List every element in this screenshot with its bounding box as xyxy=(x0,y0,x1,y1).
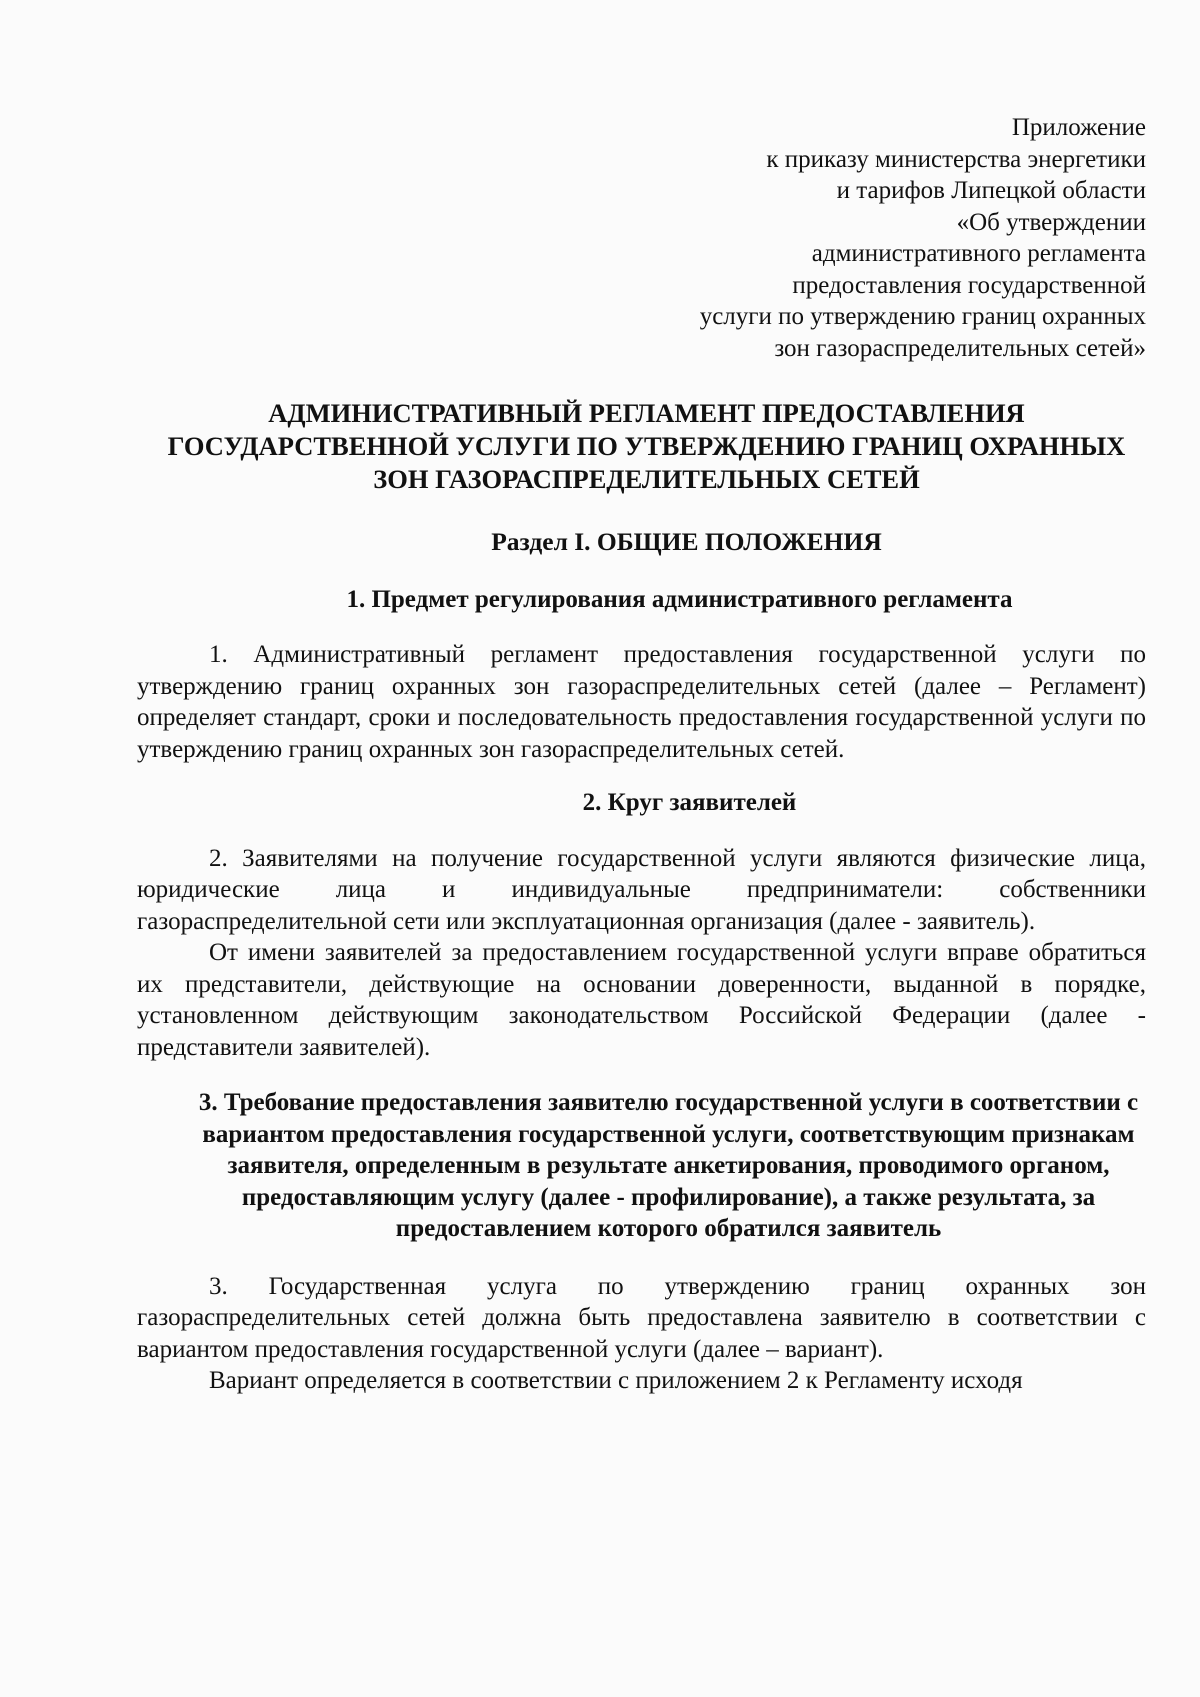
appendix-line: административного регламента xyxy=(811,240,1146,267)
appendix-line: «Об утверждении xyxy=(956,208,1146,236)
paragraph-3-1: 3. Государственная услуга по утверждению границ охранных зон газораспределительных сетей должна быть предоставлена заявителю в соответствии с вариантом предоставления государственной услуги (далее – вариант). xyxy=(137,1272,1146,1363)
appendix-block xyxy=(137,112,1146,364)
paragraph-3-2: Вариант определяется в соответствии с приложением 2 к Регламенту исходя xyxy=(209,1367,1023,1394)
appendix-line: и тарифов Липецкой области xyxy=(836,177,1146,204)
paragraph-1-1: 1. Административный регламент предоставления государственной услуги по утверждению границ охранных зон газораспределительных сетей (далее – Регламент) определяет стандарт, сроки и последовательность предоставления государственной услуги по утверждению границ охранных зон газораспределительных сетей. xyxy=(137,641,1146,763)
subsection-heading-3: 3. Требование предоставления заявителю государственной услуги в соответствии с вариантом предоставления государственной услуги, соответствующим признакам заявителя, определенным в результате анкетирования, проводимого органом, предоставляющим услугу (далее - профилирование), а также результата, за предоставлением которого обратился заявитель xyxy=(198,1089,1139,1242)
subsection-heading-2: 2. Круг заявителей xyxy=(582,789,797,816)
appendix-line: Приложение xyxy=(1011,114,1146,141)
appendix-line: к приказу министерства энергетики xyxy=(766,145,1146,173)
paragraph-2-2: От имени заявителей за предоставлением государственной услуги вправе обратиться их представители, действующие на основании доверенности, выданной в порядке, установленном действующим законодательством Российской Федерации (далее - представители заявителей). xyxy=(137,939,1146,1061)
appendix-line: предоставления государственной xyxy=(792,271,1146,299)
paragraph-2-1: 2. Заявителями на получение государственной услуги являются физические лица, юридические лица и индивидуальные предприниматели: собственники газораспределительной сети или эксплуатационная организация (далее - заявитель). xyxy=(137,844,1146,935)
appendix-line: услуги по утверждению границ охранных xyxy=(699,303,1146,330)
document-title: АДМИНИСТРАТИВНЫЙ РЕГЛАМЕНТ ПРЕДОСТАВЛЕНИЯ ГОСУДАРСТВЕННОЙ УСЛУГИ ПО УТВЕРЖДЕНИЮ ГРАНИЦ ОХРАННЫХ ЗОН ГАЗОРАСПРЕДЕЛИТЕЛЬНЫХ СЕТЕЙ xyxy=(167,398,1126,494)
appendix-line: зон газораспределительных сетей» xyxy=(774,334,1146,362)
section-title: Раздел I. ОБЩИЕ ПОЛОЖЕНИЯ xyxy=(491,527,882,556)
subsection-heading-1: 1. Предмет регулирования административного регламента xyxy=(346,585,1013,613)
